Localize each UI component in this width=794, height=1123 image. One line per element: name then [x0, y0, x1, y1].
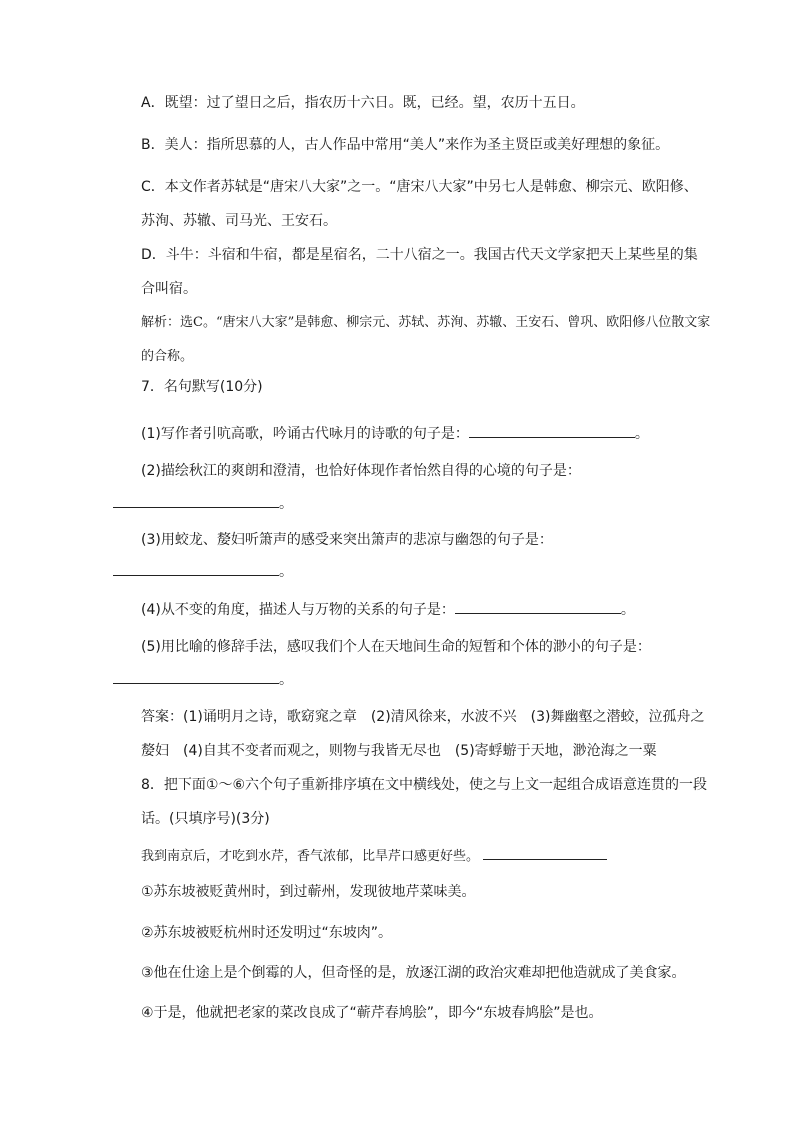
option-d: D．斗牛：斗宿和牛宿，都是星宿名，二十八宿之一。我国古代天文学家把天上某些星的集合叫宿。: [141, 247, 698, 297]
q7-item-2-answer-line: [113, 493, 683, 511]
option-b: B．美人：指所思慕的人，古人作品中常用“美人”来作为圣主贤臣或美好理想的象征。: [141, 137, 670, 153]
q7-item-3: (3)用蛟龙、嫠妇听箫声的感受来突出箫声的悲凉与幽怨的句子是：: [141, 532, 553, 548]
q8-sentence-2: ②苏东坡被贬杭州时还发明过“东坡肉”。: [141, 925, 393, 941]
q7-item-1-text: (1)写作者引吭高歌，吟诵古代咏月的诗歌的句子是：: [141, 426, 469, 442]
question-7-title: 7．名句默写(10分): [141, 379, 263, 395]
answer-blank[interactable]: [469, 423, 635, 438]
option-c: C．本文作者苏轼是“唐宋八大家”之一。“唐宋八大家”中另七人是韩愈、柳宗元、欧阳修、苏洵、苏辙、司马光、王安石。: [141, 179, 698, 229]
q7-item-5: (5)用比喻的修辞手法，感叹我们个人在天地间生命的短暂和个体的渺小的句子是：: [141, 639, 651, 655]
period: 。: [634, 426, 649, 442]
q8-passage-text: 我到南京后，才吃到水芹，香气浓郁，比旱芹口感更好些。: [141, 849, 480, 864]
q8-sentence-1: ①苏东坡被贬黄州时，到过蕲州，发现彼地芹菜味美。: [141, 884, 476, 900]
q7-item-5-answer-line: [113, 669, 683, 687]
q7-item-2: (2)描绘秋江的爽朗和澄清，也恰好体现作者怡然自得的心境的句子是：: [141, 463, 581, 479]
q7-item-4-text: (4)从不变的角度，描述人与万物的关系的句子是：: [141, 602, 455, 618]
q7-item-1: [113, 423, 711, 441]
period: 。: [279, 496, 293, 512]
q7-item-3-answer-line: [113, 561, 683, 579]
q7-answer: 答案：(1)诵明月之诗，歌窈窕之章 (2)清风徐来，水波不兴 (3)舞幽壑之潜蛟，泣孤舟之嫠妇 (4)自其不变者而观之，则物与我皆无尽也 (5)寄蜉蝣于天地，渺沧海之一粟: [141, 709, 705, 759]
q7-item-4: [113, 599, 711, 617]
analysis-text: 解析：选C。“唐宋八大家”是韩愈、柳宗元、苏轼、苏洵、苏辙、王安石、曾巩、欧阳修八位散文家的合称。: [141, 315, 711, 364]
q8-sentence-4: ④于是，他就把老家的菜改良成了“蕲芹春鸠脍”，即今“东坡春鸠脍”是也。: [141, 1005, 603, 1021]
answer-blank[interactable]: [113, 493, 279, 508]
period: 。: [620, 602, 635, 618]
question-8-title: 8．把下面①～⑥六个句子重新排序填在文中横线处，使之与上文一起组合成语意连贯的一段话。(只填序号)(3分): [141, 777, 708, 827]
answer-blank[interactable]: [483, 845, 607, 860]
q8-passage: [113, 845, 711, 864]
answer-blank[interactable]: [455, 599, 621, 614]
option-a: A．既望：过了望日之后，指农历十六日。既，已经。望，农历十五日。: [141, 95, 585, 111]
period: 。: [279, 564, 293, 580]
period: 。: [279, 672, 293, 688]
q8-sentence-3: ③他在仕途上是个倒霉的人，但奇怪的是，放逐江湖的政治灾难却把他造就成了美食家。: [141, 965, 686, 981]
answer-blank[interactable]: [113, 669, 279, 684]
answer-blank[interactable]: [113, 561, 279, 576]
